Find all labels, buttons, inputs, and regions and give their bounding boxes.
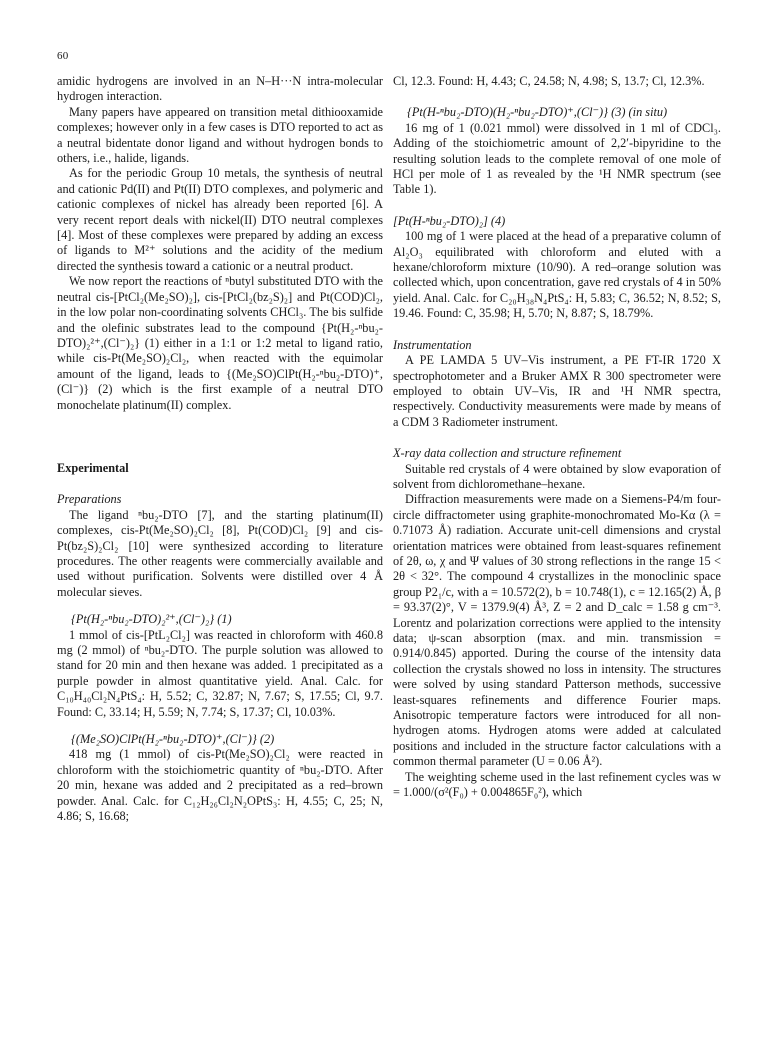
compound-4-title: [Pt(H-ⁿbu₂-DTO)₂] (4) (393, 213, 506, 228)
compound-2-title: {(Me₂SO)ClPt(H₂-ⁿbu₂-DTO)⁺,(Cl⁻)} (2) (71, 732, 275, 747)
paragraph: 100 mg of 1 were placed at the head of a preparative column of Al₂O₃ equilibrated with chloroform and eluted with a hexane/chloroform mixture (10/90). A red–orange solution was collected which, upon concentration, gave red crystals of 4 in 50% yield. Anal. Calc. for C₂₀H₃₈N₄PtS₄: H, 5.83; C, 36.52; N, 8.52; S, 19.46. Found: C, 35.98; H, 5.70; N, 8.87; S, 18.79%. (393, 229, 721, 321)
right-column (393, 74, 721, 800)
paragraph: Many papers have appeared on transition metal dithiooxamide complexes; however only in a few cases is DTO reported to act as a neutral bidentate donor ligand and without hydrogen bonds to others, i.e., halide, ligands. (57, 104, 383, 166)
paragraph: Cl, 12.3. Found: H, 4.43; C, 24.58; N, 4.98; S, 13.7; Cl, 12.3%. (393, 74, 705, 88)
compound-1-title: {Pt(H₂-ⁿbu₂-DTO)₂²⁺,(Cl⁻)₂} (1) (71, 612, 232, 627)
subsection-heading-xray: X-ray data collection and structure refinement (393, 446, 622, 461)
subsection-heading-instrumentation: Instrumentation (393, 337, 472, 352)
paragraph: As for the periodic Group 10 metals, the synthesis of neutral and cationic Pd(II) and Pt(II) DTO complexes, and polymeric and cationic complexes of nickel has already been reported [6]. A very recent report deals with nickel(II) DTO neutral complexes [4]. Most of these complexes were prepared by adding an excess of ligands to M²⁺ solutions and the acidity of the medium directed the synthesis toward a cationic or a neutral product. (57, 166, 383, 273)
paragraph: Suitable red crystals of 4 were obtained by slow evaporation of solvent from dichloromethane–hexane. (393, 461, 721, 491)
compound-3-title: {Pt(H-ⁿbu₂-DTO)(H₂-ⁿbu₂-DTO)⁺,(Cl⁻)} (3) (in situ) (407, 105, 668, 120)
left-column (57, 74, 383, 824)
paragraph: 16 mg of 1 (0.021 mmol) were dissolved in 1 ml of CDCl₃. Adding of the stoichiometric amount of 2,2′-bipyridine to the resulting solution leads to the complete removal of one mole of HCl per mole of 1 as revealed by the ¹H NMR spectrum (see Table 1). (393, 120, 721, 197)
paragraph: A PE LAMDA 5 UV–Vis instrument, a PE FT-IR 1720 X spectrophotometer and a Bruker AMX R 300 spectrometer were employed to obtain UV–Vis, IR and ¹H NMR spectra, respectively. Conductivity measurements were made by means of a CDM 3 Radiometer instrument. (393, 353, 721, 429)
paragraph: The ligand ⁿbu₂-DTO [7], and the starting platinum(II) complexes, cis-Pt(Me₂SO)₂Cl₂ [8], Pt(COD)Cl₂ [9] and cis-Pt(bz₂S)₂Cl₂ [10] were synthesized according to literature procedures. The other reagents were commercially available and used without purification. Solvents were distilled over 4 Å molecular sieves. (57, 507, 383, 599)
paragraph: We now report the reactions of ⁿbutyl substituted DTO with the neutral cis-[PtCl₂(Me₂SO)₂], cis-[PtCl₂(bz₂S)₂] and Pt(COD)Cl₂, in the low polar non-coordinating solvents CHCl₃. The bis sulfide and the olefinic substrates lead to the compound {Pt(H₂-ⁿbu₂-DTO)₂²⁺,(Cl⁻)₂} (1) either in a 1:1 or 1:2 metal to ligand ratio, while cis-Pt(Me₂SO)₂Cl₂, when reacted with the equimolar amount of the ligand, leads to {(Me₂SO)ClPt(H₂-ⁿbu₂-DTO)⁺,(Cl⁻)} (2) which is the first example of a neutral DTO monochelate platinum(II) complex. (57, 274, 383, 412)
paragraph: 1 mmol of cis-[PtL₂Cl₂] was reacted in chloroform with 460.8 mg (2 mmol) of ⁿbu₂-DTO. The purple solution was allowed to stand for 20 min and then hexane was added. 1 precipitated as a purple powder in almost quantitative yield. Anal. Calc. for C₁₀H₄₀Cl₂N₄PtS₄: H, 5.52; C, 32.87; N, 7.67; S, 17.55; Cl, 9.7. Found: C, 33.14; H, 5.59; N, 7.74; S, 17.37; Cl, 10.03%. (57, 627, 383, 719)
paragraph: 418 mg (1 mmol) of cis-Pt(Me₂SO)₂Cl₂ were reacted in chloroform with the stoichiometric quantity of ⁿbu₂-DTO. After 20 min, hexane was added and 2 precipitated as a red–brown powder. Anal. Calc. for C₁₂H₂₆Cl₂N₂OPtS₃: H, 4.55; C, 25; N, 4.86; S, 16.68; (57, 747, 383, 824)
paragraph: Diffraction measurements were made on a Siemens-P4/m four-circle diffractometer using graphite-monochromated Mo-Kα (λ = 0.71073 Å) radiation. Accurate unit-cell dimensions and crystal orientation matrices were obtained from least-squares refinement of 2θ, ω, χ and Ψ values of 30 strong reflections in the range 15 < 2θ < 32°. The compound 4 crystallizes in the monoclinic space group P2₁/c, with a = 10.572(2), b = 10.748(1), c = 12.165(2) Å, β = 93.37(2)°, V = 1379.9(4) Å³, Z = 2 and D_calc = 1.58 g cm⁻³. Lorentz and polarization corrections were applied to the intensity data; ψ-scan absorption (max. and min. transmission = 0.914/0.845) apported. During the course of the intensity data collection the crystals showed no loss in intensity. The structures were solved by using standard Patterson methods, successive least-squares refinements and difference Fourier maps. Anisotropic temperature factors were introduced for all non-hydrogen atoms. Hydrogen atoms were added at calculated positions and included in the structure factor calculations with a common thermal parameter (U = 0.06 Å²). (393, 492, 721, 769)
section-heading-experimental: Experimental (57, 460, 129, 475)
paragraph: amidic hydrogens are involved in an N–H···N intra-molecular hydrogen interaction. (57, 74, 383, 104)
paragraph: The weighting scheme used in the last refinement cycles was w = 1.000/(σ²(F₀) + 0.004865F₀²), which (393, 769, 721, 800)
page-number: 60 (57, 50, 69, 62)
subsection-heading-preparations: Preparations (57, 492, 122, 507)
